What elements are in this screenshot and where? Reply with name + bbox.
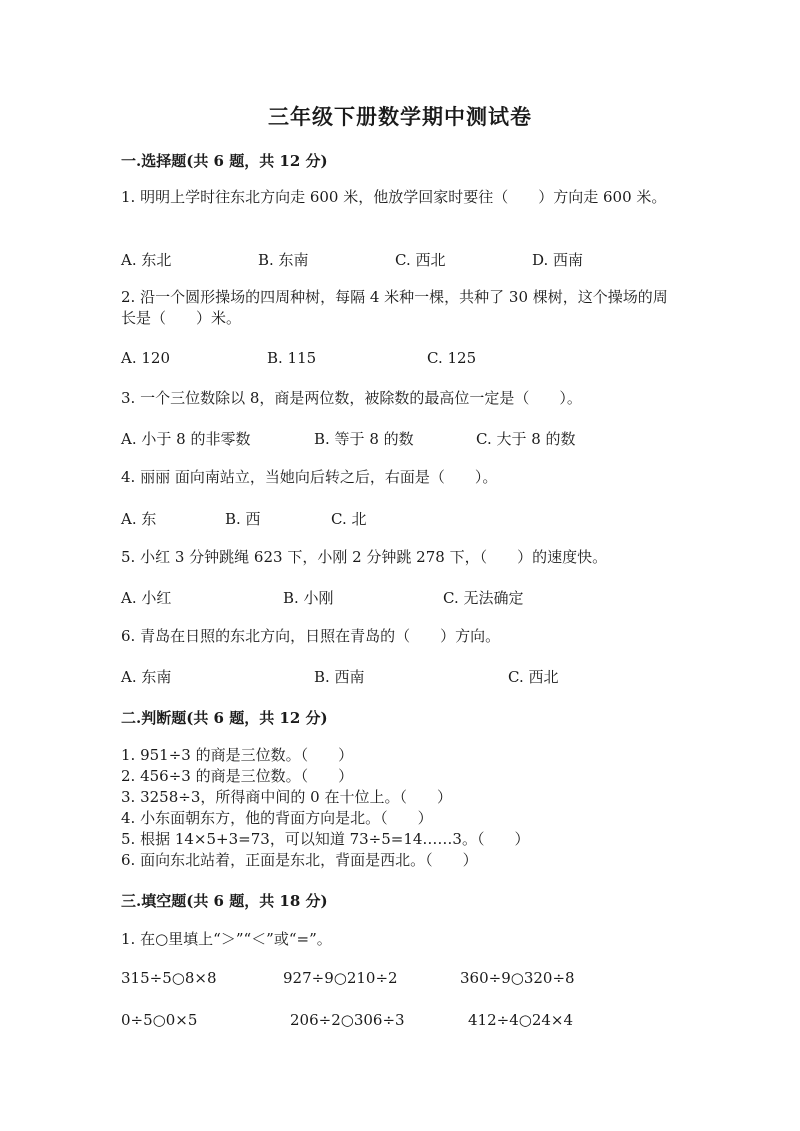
question-6: 6. 青岛在日照的东北方向，日照在青岛的（ ）方向。 <box>121 627 501 645</box>
option: C. 西北 <box>395 251 446 269</box>
option: C. 大于 8 的数 <box>476 430 576 448</box>
option: A. 东北 <box>121 251 172 269</box>
question-3: 3. 一个三位数除以 8，商是两位数，被除数的最高位一定是（ ）。 <box>121 389 582 407</box>
judgement-item: 6. 面向东北站着，正面是东北，背面是西北。（ ） <box>121 851 478 869</box>
comparison-expression: 412÷4○24×4 <box>468 1011 574 1029</box>
option: A. 东 <box>121 510 157 528</box>
option: A. 小于 8 的非零数 <box>121 430 251 448</box>
question-5: 5. 小红 3 分钟跳绳 623 下，小刚 2 分钟跳 278 下，（ ）的速度快。 <box>121 548 608 566</box>
judgement-item: 1. 951÷3 的商是三位数。（ ） <box>121 746 354 764</box>
option: B. 等于 8 的数 <box>314 430 414 448</box>
option: A. 120 <box>121 349 170 367</box>
option: A. 东南 <box>121 668 172 686</box>
judgement-item: 2. 456÷3 的商是三位数。（ ） <box>121 767 354 785</box>
comparison-expression: 927÷9○210÷2 <box>283 969 398 987</box>
option: B. 115 <box>267 349 317 367</box>
question-4: 4. 丽丽 面向南站立，当她向后转之后，右面是（ ）。 <box>121 468 498 486</box>
option: D. 西南 <box>532 251 584 269</box>
section-heading-judgement: 二.判断题(共 6 题，共 12 分) <box>121 709 328 727</box>
judgement-item: 3. 3258÷3，所得商中间的 0 在十位上。（ ） <box>121 788 452 806</box>
judgement-item: 5. 根据 14×5+3=73，可以知道 73÷5=14……3。（ ） <box>121 830 530 848</box>
option: C. 125 <box>427 349 477 367</box>
section-heading-fill: 三.填空题(共 6 题，共 18 分) <box>121 892 328 910</box>
option: B. 小刚 <box>283 589 334 607</box>
option: B. 西南 <box>314 668 365 686</box>
option: C. 西北 <box>508 668 559 686</box>
page-title: 三年级下册数学期中测试卷 <box>268 104 532 129</box>
option: B. 西 <box>225 510 261 528</box>
option: C. 无法确定 <box>443 589 524 607</box>
question-1: 1. 明明上学时往东北方向走 600 米，他放学回家时要往（ ）方向走 600 米。 <box>121 188 667 206</box>
option: C. 北 <box>331 510 367 528</box>
option: B. 东南 <box>258 251 309 269</box>
judgement-item: 4. 小东面朝东方，他的背面方向是北。（ ） <box>121 809 433 827</box>
comparison-expression: 360÷9○320÷8 <box>460 969 575 987</box>
section-heading-choice: 一.选择题(共 6 题，共 12 分) <box>121 152 328 170</box>
option: A. 小红 <box>121 589 172 607</box>
comparison-expression: 0÷5○0×5 <box>121 1011 198 1029</box>
comparison-expression: 206÷2○306÷3 <box>290 1011 405 1029</box>
comparison-expression: 315÷5○8×8 <box>121 969 217 987</box>
question-2: 2. 沿一个圆形操场的四周种树，每隔 4 米种一棵，共种了 30 棵树，这个操场的周长是（ ）米。 <box>121 288 668 327</box>
fill-question-1: 1. 在○里填上“＞”“＜”或“=”。 <box>121 930 332 948</box>
